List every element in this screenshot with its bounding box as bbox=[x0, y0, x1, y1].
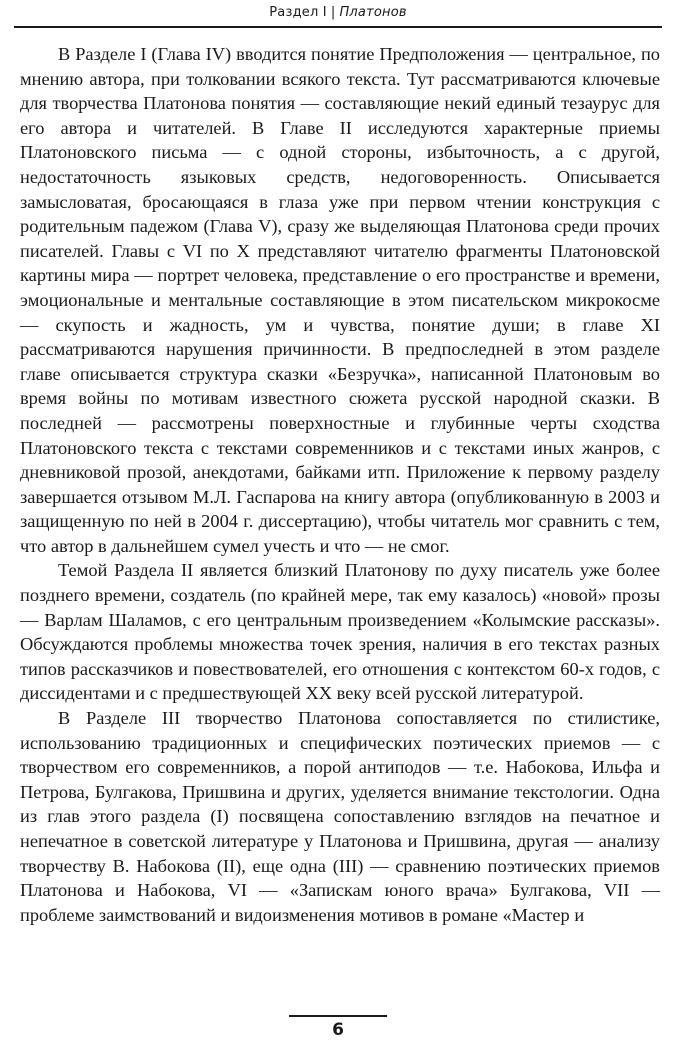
paragraph-section-3: В Разделе III творчество Платонова сопоставляется по стилистике, использованию традиционных и специфических поэтических приемов — с творчеством его современников, а порой антиподов — т.е. Набокова, Ильфа и Петрова, Булгакова, Пришвина и других, уделяется внимание текстологии. Одна из глав этого раздела (I) посвящена сопоставлению взглядов на печатное и непечатное в советской литературе у Платонова и Пришвина, другая — анализу творчеству В. Набокова (II), еще одна (III) — сравнению поэтических приемов Платонова и Набокова, VI — «Запискам юного врача» Булгакова, VII — проблеме заимствований и видоизменения мотивов в романе «Мастер и bbox=[20, 708, 660, 925]
running-header bbox=[14, 0, 662, 28]
paragraph-section-2: Темой Раздела II является близкий Платонову по духу писатель уже более позднего времени, создатель (по крайней мере, так ему казалось) «новой» прозы — Варлам Шаламов, с его центральным произведением «Колымские рассказы». Обсуждаются проблемы множества точек зрения, наличия в его текстах разных типов рассказчиков и повествователей, его отношения с контекстом 60-х годов, с диссидентами и с предшествующей XX веку всей русской литературой. bbox=[20, 560, 660, 704]
footer-rule bbox=[289, 1015, 387, 1017]
page-body bbox=[20, 42, 660, 927]
paragraph-section-1: В Разделе I (Глава IV) вводится понятие Предположения — центральное, по мнению автора, при толковании всякого текста. Тут рассматриваются ключевые для творчества Платонова понятия — составляющие некий единый тезаурус для его автора и читателей. В Главе II исследуются характерные приемы Платоновского письма — с одной стороны, избыточность, а с другой, недостаточность языковых средств, недоговоренность. Описывается замысловатая, бросающаяся в глаза уже при первом чтении конструкция с родительным падежом (Глава V), сразу же выделяющая Платонова среди прочих писателей. Главы с VI по X представляют читателю фрагменты Платоновской картины мира — портрет человека, представление о его пространстве и времени, эмоциональные и ментальные составляющие в этом писательском микрокосме — скупость и жадность, ум и чувства, понятие души; в главе XI рассматриваются нарушения причинности. В предпоследней в этом разделе главе описывается структура сказки «Безручка», написанной Платоновым во время войны по мотивам известного сюжета русской народной сказки. В последней — рассмотрены поверхностные и глубинные черты сходства Платоновского текста с текстами современников и с текстами иных жанров, с дневниковой прозой, анекдотами, байками итп. Приложение к первому разделу завершается отзывом М.Л. Гаспарова на книгу автора (опубликованную в 2003 и защищенную по ней в 2004 г. диссертацию), чтобы читатель мог сравнить с тем, что автор в дальнейшем сумел учесть и что — не смог. bbox=[20, 44, 660, 556]
page-number: 6 bbox=[332, 1020, 344, 1040]
running-header-separator: | bbox=[330, 5, 336, 20]
running-header-section: Раздел I bbox=[269, 5, 327, 20]
running-header-subtitle: Платонов bbox=[339, 5, 407, 20]
